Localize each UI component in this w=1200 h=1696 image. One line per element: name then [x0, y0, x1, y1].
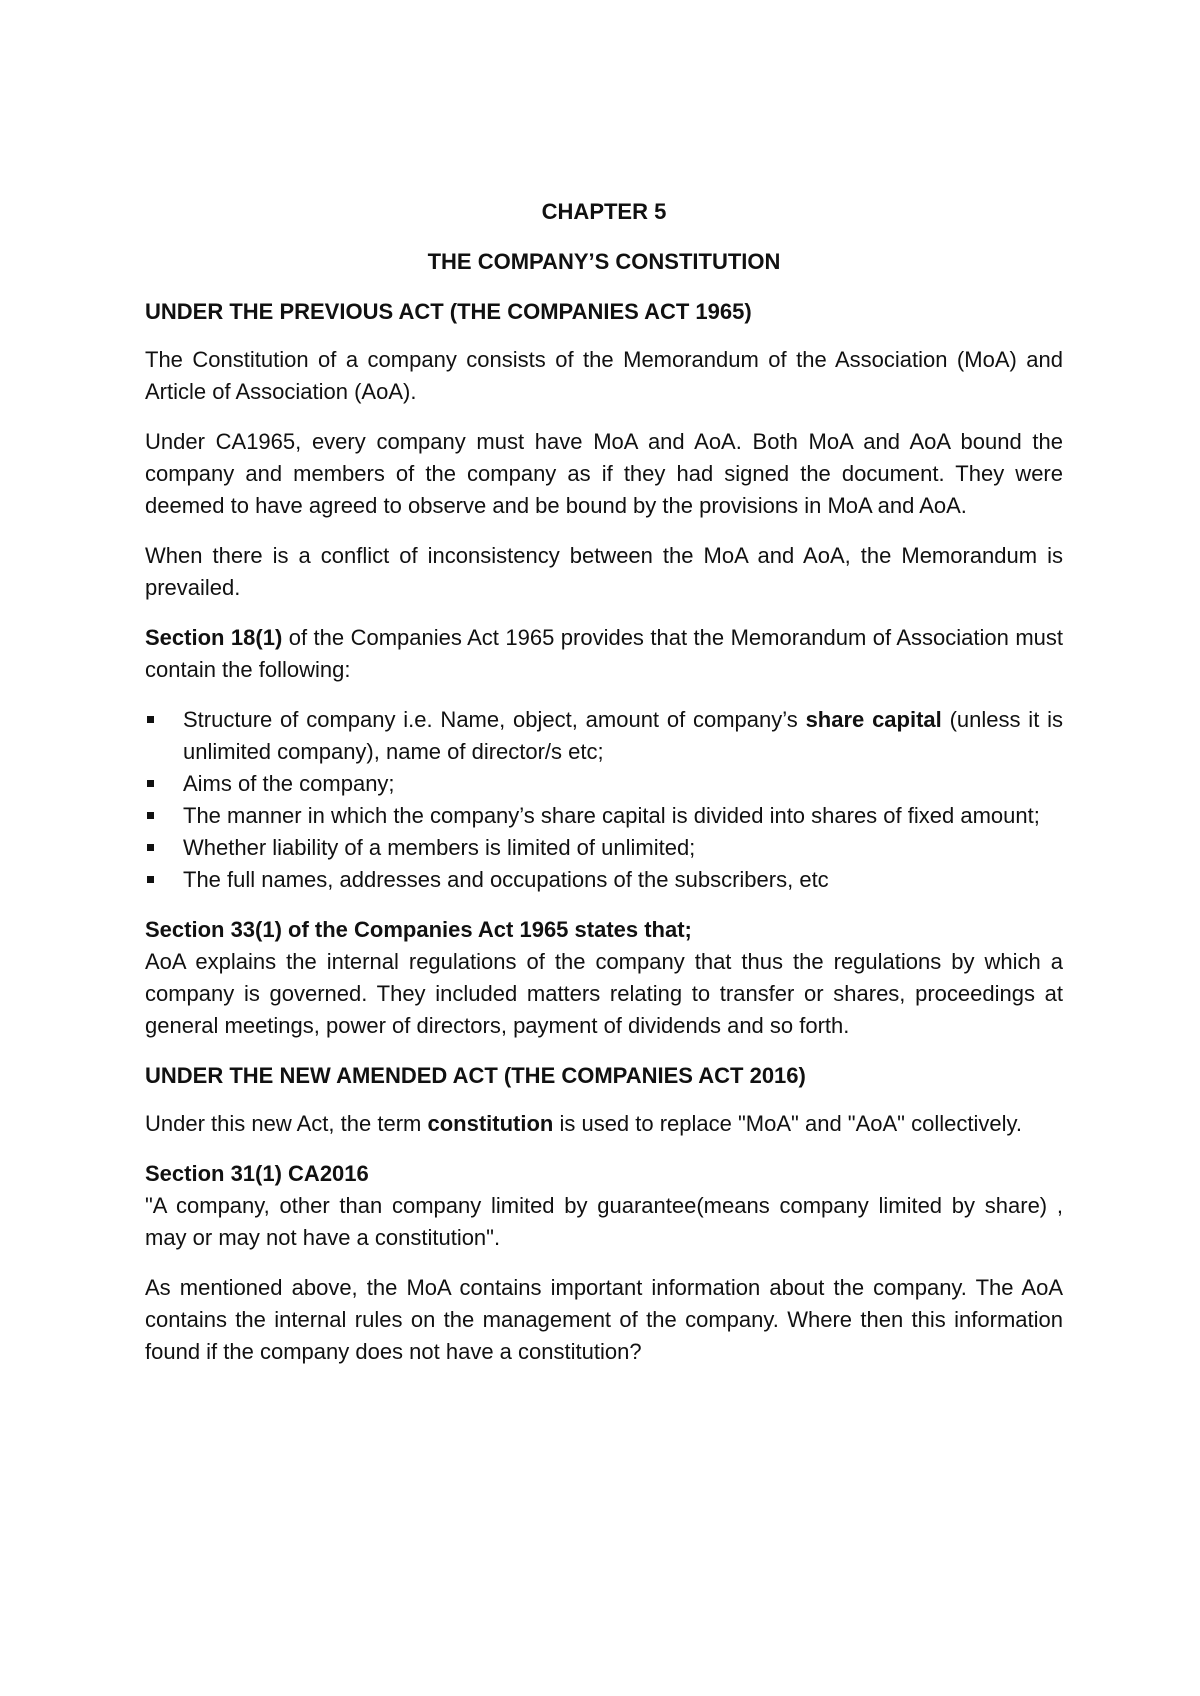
bullet-square-icon — [147, 716, 154, 723]
list-item: Whether liability of a members is limited of unlimited; — [145, 832, 1063, 864]
bullet-square-icon — [147, 780, 154, 787]
document-page — [145, 196, 1063, 1368]
chapter-label: CHAPTER 5 — [541, 199, 667, 224]
bullet-square-icon — [147, 876, 154, 883]
paragraph-closing-question: As mentioned above, the MoA contains important information about the company. The AoA contains the internal rules on the management of the company. Where then this information found if the company does not have a constitution? — [145, 1275, 1063, 1364]
list-item: The full names, addresses and occupations of the subscribers, etc — [145, 864, 1063, 896]
memorandum-contents-list — [145, 704, 1063, 896]
bullet-square-icon — [147, 844, 154, 851]
section-18-text: of the Companies Act 1965 provides that the Memorandum of Association must contain the following: — [145, 625, 1063, 682]
bullet-square-icon — [147, 812, 154, 819]
list-item: Aims of the company; — [145, 768, 1063, 800]
term-constitution: constitution — [427, 1111, 554, 1136]
heading-previous-act: UNDER THE PREVIOUS ACT (THE COMPANIES ACT 1965) — [145, 299, 752, 324]
paragraph-section-18 — [145, 622, 1063, 686]
paragraph-section-33: AoA explains the internal regulations of the company that thus the regulations by which a company is governed. They included matters relating to transfer or shares, proceedings at general meetings, power of directors, payment of dividends and so forth. — [145, 949, 1063, 1038]
paragraph-conflict: When there is a conflict of inconsistency between the MoA and AoA, the Memorandum is prevailed. — [145, 543, 1063, 600]
heading-new-act: UNDER THE NEW AMENDED ACT (THE COMPANIES ACT 2016) — [145, 1063, 806, 1088]
list-item: The manner in which the company’s share capital is divided into shares of fixed amount; — [145, 800, 1063, 832]
chapter-title: THE COMPANY’S CONSTITUTION — [427, 249, 781, 274]
paragraph-new-act-constitution: Under this new Act, the term constitution is used to replace "MoA" and "AoA" collectively. — [145, 1111, 1022, 1136]
section-33-heading: Section 33(1) of the Companies Act 1965 states that; — [145, 917, 692, 942]
paragraph-constitution-definition: The Constitution of a company consists of the Memorandum of the Association (MoA) and Article of Association (AoA). — [145, 347, 1063, 404]
paragraph-section-31-quote: "A company, other than company limited by guarantee(means company limited by share) , may or may not have a constitution". — [145, 1193, 1063, 1250]
list-item: Structure of company i.e. Name, object, amount of company’s share capital (unless it is unlimited company), name of director/s etc; — [145, 704, 1063, 768]
section-18-ref: Section 18(1) — [145, 625, 283, 650]
paragraph-ca1965-requirement: Under CA1965, every company must have MoA and AoA. Both MoA and AoA bound the company and members of the company as if they had signed the document. They were deemed to have agreed to observe and be bound by the provisions in MoA and AoA. — [145, 429, 1063, 518]
section-31-heading: Section 31(1) CA2016 — [145, 1161, 369, 1186]
